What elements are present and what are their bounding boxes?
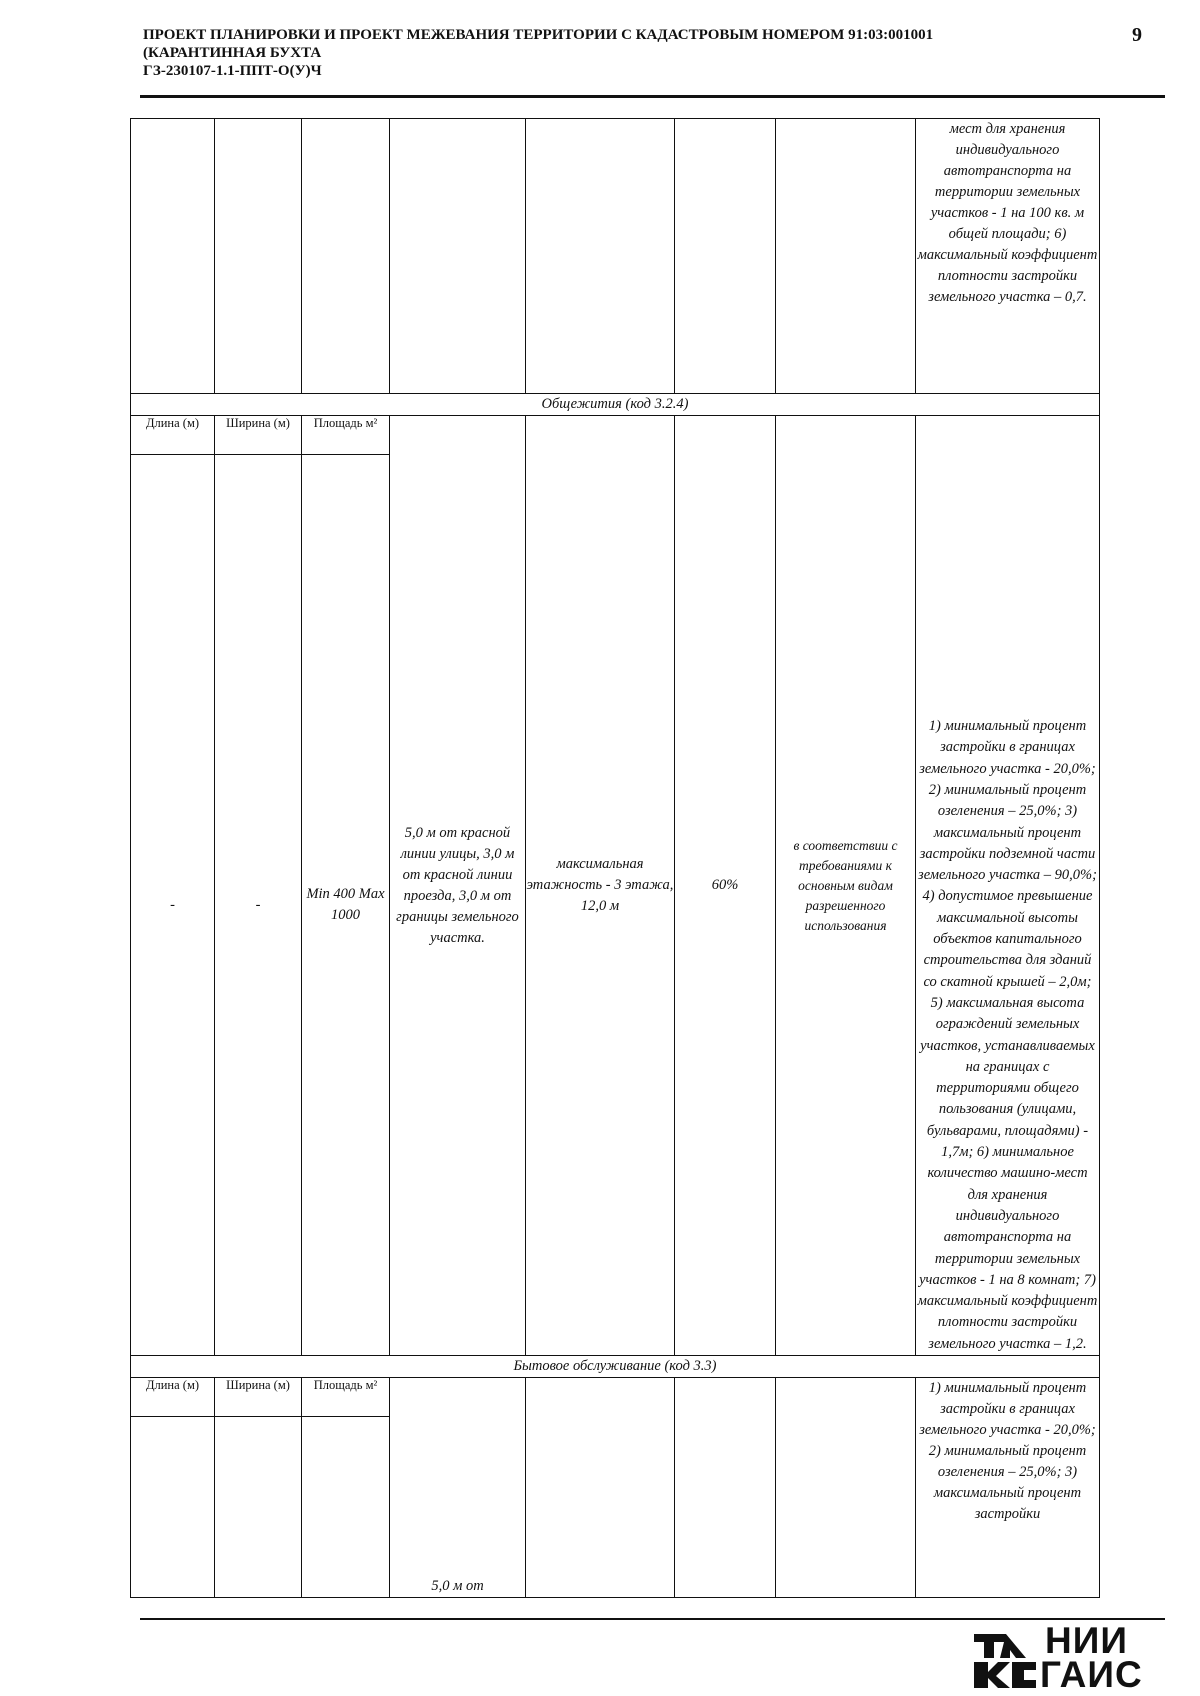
table-row	[131, 1378, 1100, 1417]
table-cell	[526, 1378, 675, 1598]
table-row	[131, 1356, 1100, 1378]
parameters-cell: 1) минимальный процент застройки в границах земельного участка - 20,0%; 2) минимальный процент озеленения – 25,0%; 3) максимальный процент застройки подземной части земельного участка – 90,0%; 4) допустимое превышение максимальной высоты объектов капитального строительства для зданий со скатной крышей – 2,0м; 5) максимальная высота ограждений земельных участков, устанавливаемых на границах с территориями общего пользования (улицами, бульварами, площадями) - 1,7м; 6) минимальное количество машино-мест для хранения индивидуального автотранспорта на территории земельных участков - 1 на 8 комнат; 7) максимальный коэффициент плотности застройки земельного участка – 1,2.	[916, 416, 1100, 1356]
logo-text-line2: ГАИС	[1040, 1654, 1143, 1695]
logo-text-line1: НИИ	[1045, 1620, 1128, 1661]
table-cell	[131, 1417, 215, 1598]
table-cell	[302, 1417, 390, 1598]
length-cell: -	[131, 455, 215, 1356]
table-row	[131, 119, 1100, 394]
column-header-width: Ширина (м)	[215, 416, 302, 455]
column-header-area: Площадь м²	[302, 1378, 390, 1417]
section-title: Общежития (код 3.2.4)	[131, 394, 1100, 416]
table-cell	[675, 1378, 776, 1598]
table-cell	[390, 119, 526, 394]
coverage-cell: 60%	[675, 416, 776, 1356]
footer-divider	[140, 1618, 1165, 1620]
setback-cell: 5,0 м от	[390, 1378, 526, 1598]
page-number: 9	[1132, 24, 1142, 46]
area-cell: Min 400 Max 1000	[302, 455, 390, 1356]
table-cell	[776, 119, 916, 394]
header-divider	[140, 95, 1165, 98]
table-cell	[131, 119, 215, 394]
setback-cell: 5,0 м от красной линии улицы, 3,0 м от красной линии проезда, 3,0 м от границы земельного участка.	[390, 416, 526, 1356]
document-header	[143, 26, 1133, 80]
zoning-parameters-table	[130, 118, 1100, 1598]
floors-cell: максимальная этажность - 3 этажа, 12,0 м	[526, 416, 675, 1356]
header-title-line1: ПРОЕКТ ПЛАНИРОВКИ И ПРОЕКТ МЕЖЕВАНИЯ ТЕРРИТОРИИ С КАДАСТРОВЫМ НОМЕРОМ 91:03:001001	[143, 27, 934, 43]
table-row	[131, 394, 1100, 416]
table-cell	[302, 119, 390, 394]
table-cell	[215, 119, 302, 394]
table-row	[131, 416, 1100, 455]
section-title: Бытовое обслуживание (код 3.3)	[131, 1356, 1100, 1378]
parameters-cell: 1) минимальный процент застройки в границах земельного участка - 20,0%; 2) минимальный процент озеленения – 25,0%; 3) максимальный процент застройки	[916, 1378, 1100, 1598]
other-cell: в соответствии с требованиями к основным видам разрешенного использования	[776, 416, 916, 1356]
header-doc-code: ГЗ-230107-1.1-ППТ-О(У)Ч	[143, 63, 322, 79]
table-cell	[675, 119, 776, 394]
table-cell	[776, 1378, 916, 1598]
column-header-area: Площадь м²	[302, 416, 390, 455]
table-cell	[526, 119, 675, 394]
header-title-line2: (КАРАНТИННАЯ БУХТА	[143, 45, 322, 61]
table-cell	[215, 1417, 302, 1598]
width-cell: -	[215, 455, 302, 1356]
parameters-cell: мест для хранения индивидуального автотранспорта на территории земельных участков - 1 на 100 кв. м общей площади; 6) максимальный коэффициент плотности застройки земельного участка – 0,7.	[916, 119, 1100, 394]
column-header-length: Длина (м)	[131, 416, 215, 455]
column-header-length: Длина (м)	[131, 1378, 215, 1417]
column-header-width: Ширина (м)	[215, 1378, 302, 1417]
